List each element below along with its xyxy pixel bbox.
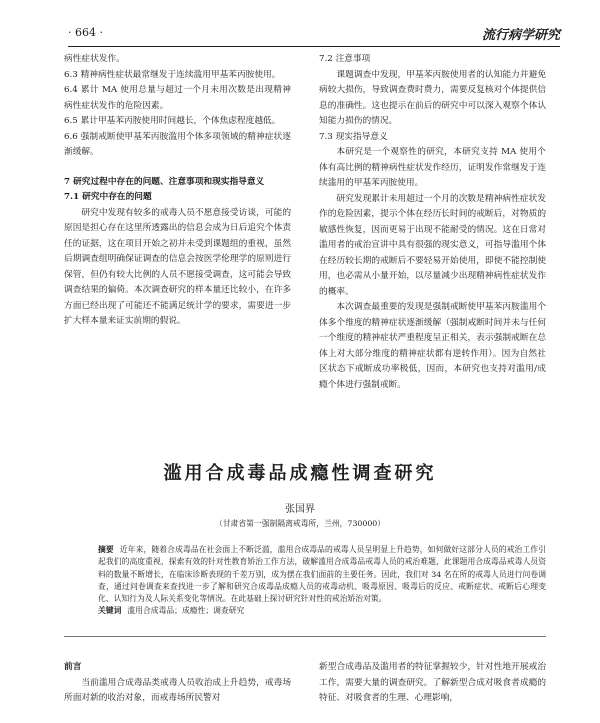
intro-left-column — [64, 660, 291, 707]
continued-text: 病性症状发作。 — [64, 54, 125, 64]
body-paragraph: 本次调查最重要的发现是强制戒断使甲基苯丙胺滥用个体多个维度的精神症状逐渐缓解（强制戒断时间并未与任何一个维度的精神症状严重程度呈正相关，表示强制戒断在总体上对大部分维度的精神症状都有逆转作用）。因为自然社区状态下戒断成功率极低，因而，本研究也支持对滥用/成瘾个体进行强制戒断。 — [319, 302, 546, 390]
page-number: · 664 · — [68, 26, 103, 39]
article-title: 滥用合成毒品成瘾性调查研究 — [163, 463, 437, 484]
abstract-block — [98, 544, 546, 618]
subsection-heading: 7.1 研究中存在的问题 — [64, 192, 152, 202]
author-name: 张国界 — [285, 504, 315, 515]
left-column — [64, 52, 291, 330]
abstract-text: 近年来，随着合成毒品在社会面上不断泛滥，滥用合成毒品的戒毒人员呈明显上升趋势，如何做好这部分人员的戒治工作引起我们的高度重视，探索有效的针对性教育矫治工作方法，破解滥用合成毒品戒毒人员的戒治难题，此课题用合成毒品戒毒人员资料的数量不断增长，在临床诊断表现的千差万别，成为摆在我们面前的主要任务。因此，我们对 34 名在所的戒毒人员进行问卷调查，通过问卷调查来查找进一步了解和研究合成毒品成瘾人员的戒毒动机、吸毒原因、吸毒后的反应、戒断症状、戒断后心理变化、认知行为及人际关系变化等情况。在此基础上探讨研究针对性的戒治矫治对策。 — [98, 545, 547, 604]
section-heading: 7 研究过程中存在的问题、注意事项和现实指导意义 — [64, 176, 265, 187]
right-column — [319, 52, 546, 393]
intro-paragraph: 当前滥用合成毒品类戒毒人员收治成上升趋势，戒毒场所面对新的收治对象，而戒毒场所民警对 — [64, 677, 291, 703]
conclusion-item: 6.3 精神病性症状最常继发于连续滥用甲基苯丙胺使用。 — [64, 69, 281, 80]
intro-right-column — [319, 660, 546, 707]
conclusion-item: 6.5 累计甲基苯丙胺使用时间越长，个体焦虑程度越低。 — [64, 116, 281, 126]
page-header — [68, 24, 560, 47]
conclusion-item: 6.6 强制戒断使甲基苯丙胺滥用个体多项领域的精神症状逐渐缓解。 — [64, 131, 291, 157]
keywords-label: 关键词 — [98, 606, 122, 616]
intro-paragraph: 新型合成毒品及滥用者的特征掌握较少，针对性地开展戒治工作，需要大量的调查研究。了解新型合成对吸食者成瘾的特征、对吸食者的生理、心理影响， — [319, 662, 546, 703]
subsection-heading: 7.3 现实指导意义 — [319, 131, 388, 142]
body-paragraph: 课题调查中发现，甲基苯丙胺使用者的认知能力并避免病较大损伤，导致调查费时费力，需要反复核对个体提供信息的准确性。这也提示在前后的研究中可以深入观察个体认知能力损伤的情况。 — [319, 69, 546, 126]
author-affiliation: （甘肃省第一强制隔离戒毒所，兰州，730000） — [214, 519, 386, 528]
body-paragraph: 研究发现累计未用超过一个月的次数是精神病性症状发作的危险因素，提示个体在经历长时间的戒断后，对物质的敏感性恢复，因而更易于出现不能耐受的情况。这在日常对滥用者的戒治宣讲中具有很强的现实意义，可指导滥用个体在经历较长期的戒断后不要轻易开始使用，即使不能控制使用，也必需从小量开始，以尽量减少出现精神病性症状发作的概率。 — [319, 193, 546, 297]
conclusion-item: 6.4 累计 MA 使用总量与超过一个月未用次数是出现精神病性症状发作的危险因素。 — [64, 85, 291, 111]
body-paragraph: 本研究是一个观察性的研究，本研究支持 MA 使用个体有高比例的精神病性症状发作经历，证明发作常继发于连续滥用的甲基苯丙胺使用。 — [319, 147, 546, 188]
intro-heading: 前言 — [64, 662, 82, 672]
abstract-label: 摘要 — [98, 545, 114, 554]
body-paragraph: 研究中发现有较多的戒毒人员不愿意接受访谈，可能的原因是担心存在这里所透露出的信息会成为日后追究个体责任的证据，这在项目开始之初并未受到课题组的重视，虽然后期调查组明确保证调查的信息会按医学伦理学的原则进行保管，但仍有较大比例的人员不愿接受调查，这可能会导致调查结果的偏倚。本次调查研究的样本量还比较小，在许多方面已经出现了可能还不能满足统计学的要求，需要进一步扩大样本量来证实前期的假说。 — [64, 207, 291, 326]
subsection-heading: 7.2 注意事项 — [319, 54, 371, 64]
section-divider — [64, 636, 546, 637]
keywords-text: 滥用合成毒品；成瘾性；调查研究 — [127, 606, 245, 616]
journal-title: 流行病学研究 — [481, 28, 560, 43]
